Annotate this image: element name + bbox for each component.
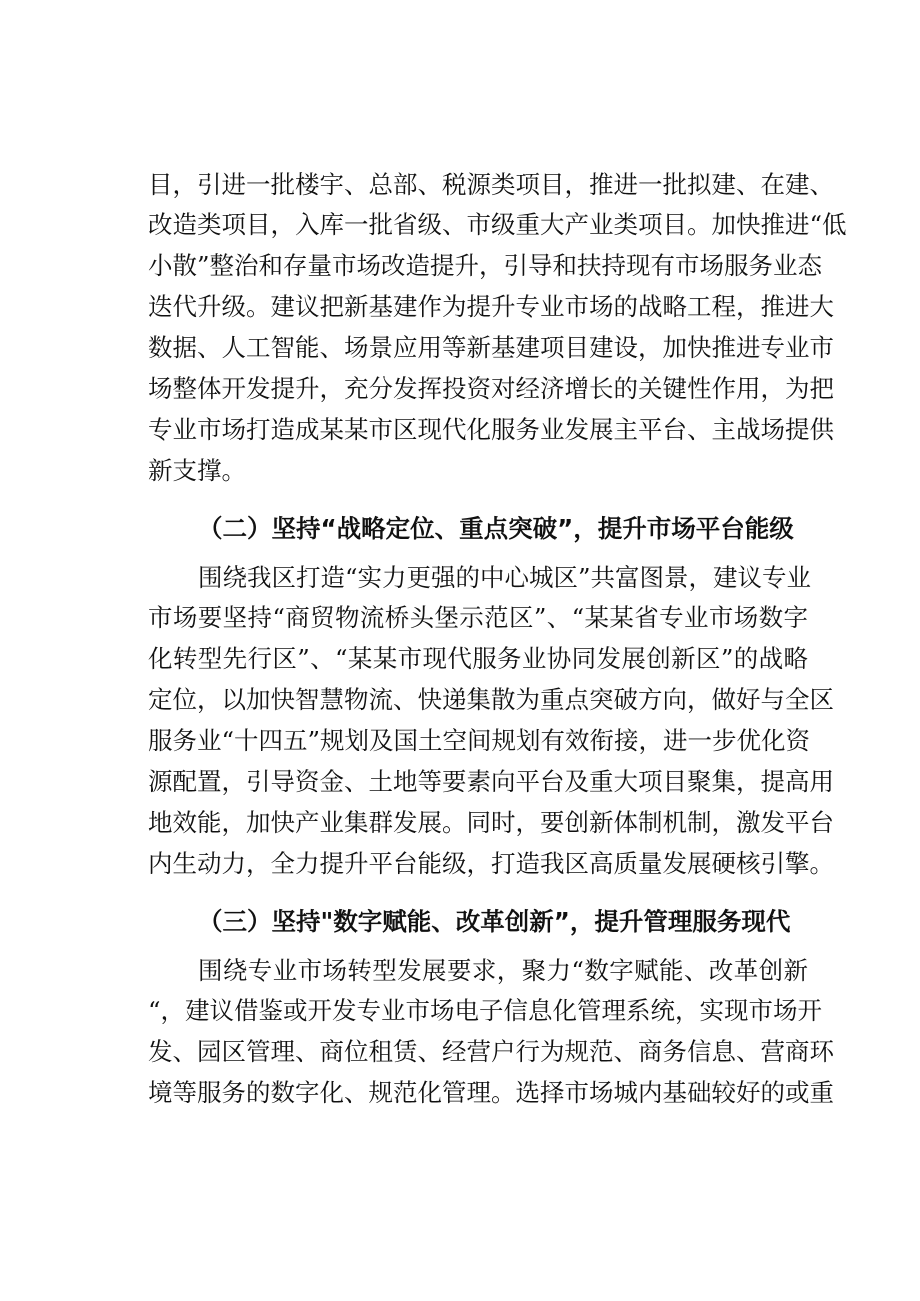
- paragraph-1-line-7: 专业市场打造成某某市区现代化服务业发展主平台、主战场提供: [148, 415, 834, 444]
- paragraph-3-line-4: 境等服务的数字化、规范化管理。选择市场城内基础较好的或重: [148, 1078, 834, 1107]
- paragraph-2-line-2: 市场要坚持“商贸物流桥头堡示范区”、“某某省专业市场数字: [148, 603, 808, 632]
- paragraph-1-line-2: 改造类项目，入库一批省级、市级重大产业类项目。加快推进“低: [148, 210, 847, 239]
- paragraph-2-line-8: 内生动力，全力提升平台能级，打造我区高质量发展硬核引擎。: [148, 849, 834, 878]
- paragraph-1-line-3: 小散”整治和存量市场改造提升，引导和扶持现有市场服务业态: [148, 251, 823, 280]
- paragraph-2-line-4: 定位，以加快智慧物流、快递集散为重点突破方向，做好与全区: [148, 685, 834, 714]
- paragraph-2-line-6: 源配置，引导资金、土地等要素向平台及重大项目聚集，提高用: [148, 767, 834, 796]
- paragraph-3-line-2: “，建议借鉴或开发专业市场电子信息化管理系统，实现市场开: [148, 996, 823, 1025]
- paragraph-3-line-3: 发、园区管理、商位租赁、经营户行为规范、商务信息、营商环: [148, 1037, 834, 1066]
- paragraph-1-line-1: 目，引进一批楼宇、总部、税源类项目，推进一批拟建、在建、: [148, 170, 834, 199]
- paragraph-3-line-1: 围绕专业市场转型发展要求，聚力“数字赋能、改革创新: [198, 956, 808, 985]
- paragraph-2-line-7: 地效能，加快产业集群发展。同时，要创新体制机制，激发平台: [148, 808, 834, 837]
- paragraph-1-line-5: 数据、人工智能、场景应用等新基建项目建设，加快推进专业市: [148, 333, 834, 362]
- paragraph-2-line-5: 服务业“十四五”规划及国土空间规划有效衔接，进一步优化资: [148, 726, 811, 755]
- section-heading-2: （二）坚持“战略定位、重点突破”，提升市场平台能级: [198, 514, 794, 543]
- paragraph-2-line-1: 围绕我区打造“实力更强的中心城区”共富图景，建议专业: [198, 563, 812, 592]
- paragraph-2-line-3: 化转型先行区”、“某某市现代服务业协同发展创新区”的战略: [148, 644, 808, 673]
- paragraph-1-line-6: 场整体开发提升，充分发挥投资对经济增长的关键性作用，为把: [148, 374, 834, 403]
- section-heading-3: （三）坚持"数字赋能、改革创新”，提升管理服务现代: [198, 907, 791, 936]
- paragraph-1-line-4: 迭代升级。建议把新基建作为提升专业市场的战略工程，推进大: [148, 292, 834, 321]
- paragraph-1-line-8: 新支撑。: [148, 456, 246, 485]
